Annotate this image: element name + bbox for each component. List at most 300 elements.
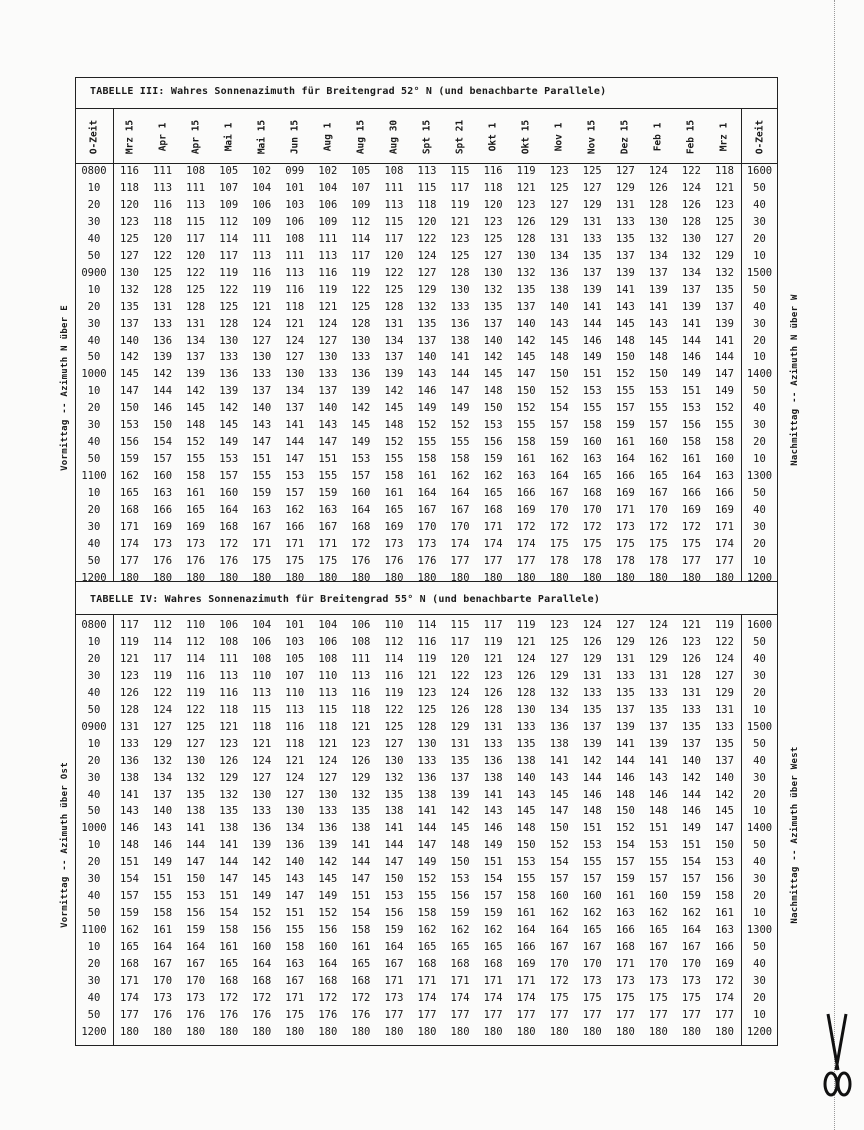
azimuth-cell: 117	[186, 232, 206, 245]
azimuth-cell: 177	[417, 1008, 437, 1021]
azimuth-cell: 106	[318, 635, 338, 648]
azimuth-cell: 116	[219, 686, 239, 699]
azimuth-cell: 149	[417, 402, 437, 415]
azimuth-cell: 157	[648, 419, 668, 432]
azimuth-cell: 153	[714, 856, 734, 869]
azimuth-cell: 132	[417, 300, 437, 313]
azimuth-cell: 122	[450, 669, 470, 682]
azimuth-cell: 115	[450, 165, 470, 177]
azimuth-cell: 123	[549, 165, 569, 177]
azimuth-cell: 130	[318, 351, 338, 364]
azimuth-cell: 148	[483, 385, 503, 398]
azimuth-cell: 134	[153, 771, 173, 784]
am-time-cell: 0900	[81, 720, 107, 733]
azimuth-cell: 139	[153, 351, 173, 364]
pm-time-cell: 1600	[746, 619, 773, 631]
header-date	[245, 110, 278, 164]
azimuth-cell: 116	[186, 669, 206, 682]
azimuth-cell: 133	[582, 686, 602, 699]
azimuth-cell: 135	[516, 283, 536, 296]
azimuth-cell: 174	[714, 991, 734, 1004]
azimuth-cell: 136	[549, 720, 569, 733]
azimuth-cell: 113	[252, 686, 272, 699]
azimuth-cell: 121	[714, 181, 734, 194]
azimuth-cell: 146	[582, 788, 602, 801]
azimuth-cell: 147	[450, 385, 470, 398]
am-time-cell: 10	[87, 283, 101, 296]
azimuth-cell: 169	[153, 520, 173, 533]
azimuth-cell: 131	[120, 720, 139, 733]
header-label: Aug 30	[388, 119, 400, 155]
azimuth-cell: 130	[516, 249, 536, 262]
azimuth-cell: 153	[483, 419, 503, 432]
azimuth-cell: 180	[417, 571, 437, 584]
azimuth-cell: 176	[384, 554, 404, 567]
azimuth-cell: 137	[516, 300, 536, 313]
azimuth-cell: 150	[714, 839, 734, 852]
pm-time-cell: 40	[753, 856, 766, 869]
azimuth-cell: 139	[582, 283, 602, 296]
azimuth-cell: 175	[615, 537, 635, 550]
azimuth-cell: 120	[384, 249, 404, 262]
azimuth-cell: 175	[648, 991, 668, 1004]
azimuth-cell: 132	[186, 771, 206, 784]
azimuth-cell: 143	[516, 788, 536, 801]
azimuth-cell: 175	[681, 991, 701, 1004]
azimuth-cell: 128	[516, 686, 536, 699]
azimuth-cell: 167	[252, 520, 272, 533]
azimuth-cell: 149	[450, 402, 470, 415]
azimuth-cell: 138	[450, 334, 470, 347]
azimuth-cell: 125	[186, 283, 206, 296]
azimuth-cell: 161	[615, 890, 635, 903]
azimuth-cell: 173	[153, 537, 173, 550]
header-label: Mai 15	[256, 119, 268, 155]
azimuth-cell: 121	[120, 652, 139, 665]
azimuth-cell: 165	[219, 958, 239, 970]
azimuth-cell: 170	[582, 958, 602, 970]
azimuth-cell: 161	[714, 907, 734, 920]
azimuth-cell: 177	[516, 1008, 536, 1021]
azimuth-cell: 168	[120, 958, 139, 970]
azimuth-cell: 115	[450, 619, 470, 631]
azimuth-cell: 158	[153, 907, 173, 920]
azimuth-cell: 116	[384, 669, 404, 682]
azimuth-cell: 141	[186, 822, 206, 835]
azimuth-cell: 177	[681, 1008, 701, 1021]
azimuth-cell: 131	[648, 669, 668, 682]
azimuth-cell: 123	[549, 619, 569, 631]
azimuth-cell: 162	[450, 924, 470, 937]
azimuth-cell: 121	[681, 619, 701, 631]
azimuth-cell: 166	[615, 470, 635, 483]
header-date	[377, 110, 410, 164]
pm-time-cell: 20	[753, 436, 766, 449]
azimuth-cell: 131	[582, 215, 602, 228]
azimuth-cell: 106	[318, 198, 338, 211]
azimuth-cell: 152	[318, 907, 338, 920]
azimuth-cell: 180	[648, 1025, 668, 1038]
azimuth-cell: 163	[714, 924, 734, 937]
azimuth-cell: 151	[153, 873, 173, 886]
azimuth-cell: 145	[219, 419, 239, 432]
azimuth-cell: 113	[219, 669, 239, 682]
pm-time-cell: 40	[753, 402, 766, 415]
azimuth-cell: 135	[120, 300, 139, 313]
azimuth-cell: 119	[120, 635, 139, 648]
azimuth-cell: 175	[285, 554, 305, 567]
azimuth-cell: 114	[351, 232, 371, 245]
azimuth-cell: 106	[252, 635, 272, 648]
pm-time-cell: 50	[753, 385, 766, 398]
cut-line	[834, 0, 835, 1130]
azimuth-cell: 153	[285, 470, 305, 483]
azimuth-cell: 180	[384, 571, 404, 584]
am-time-cell: 10	[87, 635, 101, 648]
azimuth-cell: 141	[483, 788, 503, 801]
azimuth-cell: 127	[120, 249, 139, 262]
azimuth-cell: 117	[351, 249, 371, 262]
azimuth-cell: 158	[384, 470, 404, 483]
azimuth-cell: 119	[714, 619, 734, 631]
azimuth-cell: 148	[450, 839, 470, 852]
azimuth-cell: 135	[219, 805, 239, 818]
azimuth-cell: 113	[417, 165, 437, 177]
azimuth-cell: 150	[384, 873, 404, 886]
azimuth-cell: 171	[483, 520, 503, 533]
azimuth-cell: 141	[285, 419, 305, 432]
am-time-cell: 10	[87, 941, 101, 954]
azimuth-cell: 119	[417, 652, 437, 665]
azimuth-cell: 136	[417, 771, 437, 784]
azimuth-cell: 169	[714, 958, 734, 970]
azimuth-cell: 129	[549, 669, 569, 682]
azimuth-cell: 171	[516, 974, 536, 987]
header-pm-time	[741, 110, 778, 164]
azimuth-cell: 151	[648, 822, 668, 835]
azimuth-cell: 159	[120, 453, 139, 466]
azimuth-cell: 180	[516, 571, 536, 584]
azimuth-cell: 135	[450, 754, 470, 767]
azimuth-cell: 134	[681, 266, 701, 279]
azimuth-cell: 167	[582, 941, 602, 954]
azimuth-cell: 147	[714, 368, 734, 381]
header-label: Aug 15	[355, 119, 367, 155]
azimuth-cell: 161	[384, 487, 404, 500]
azimuth-cell: 142	[714, 788, 734, 801]
azimuth-cell: 152	[450, 419, 470, 432]
azimuth-cell: 132	[483, 283, 503, 296]
azimuth-cell: 180	[417, 1025, 437, 1038]
azimuth-cell: 128	[384, 300, 404, 313]
azimuth-cell: 142	[153, 368, 173, 381]
azimuth-cell: 118	[417, 198, 437, 211]
azimuth-cell: 180	[153, 571, 173, 584]
azimuth-cell: 143	[318, 419, 338, 432]
azimuth-cell: 171	[252, 537, 272, 550]
azimuth-cell: 164	[219, 504, 239, 516]
azimuth-cell: 147	[318, 436, 338, 449]
azimuth-cell: 178	[582, 554, 602, 567]
azimuth-cell: 158	[516, 890, 536, 903]
azimuth-cell: 130	[219, 334, 239, 347]
azimuth-cell: 129	[714, 249, 734, 262]
azimuth-cell: 125	[450, 249, 470, 262]
azimuth-cell: 178	[648, 554, 668, 567]
am-time-cell: 40	[87, 436, 101, 449]
title-rule	[75, 108, 778, 109]
azimuth-cell: 133	[153, 317, 173, 330]
azimuth-cell: 157	[285, 487, 305, 500]
azimuth-cell: 159	[186, 924, 206, 937]
azimuth-cell: 104	[252, 619, 272, 631]
azimuth-cell: 134	[648, 249, 668, 262]
azimuth-cell: 123	[483, 669, 503, 682]
azimuth-cell: 158	[714, 436, 734, 449]
azimuth-cell: 149	[318, 890, 338, 903]
azimuth-cell: 150	[549, 822, 569, 835]
azimuth-cell: 116	[483, 165, 503, 177]
azimuth-cell: 149	[252, 890, 272, 903]
azimuth-cell: 126	[648, 635, 668, 648]
pm-time-cell: 30	[753, 974, 766, 987]
header-label: Dez 15	[619, 119, 631, 155]
azimuth-cell: 130	[120, 266, 139, 279]
am-time-cell: 30	[87, 419, 101, 432]
azimuth-cell: 171	[120, 974, 139, 987]
azimuth-cell: 164	[417, 487, 437, 500]
header-date	[410, 110, 443, 164]
azimuth-cell: 122	[384, 266, 404, 279]
azimuth-cell: 172	[648, 520, 668, 533]
azimuth-cell: 127	[714, 669, 734, 682]
am-time-cell: 30	[87, 520, 101, 533]
azimuth-cell: 114	[153, 635, 173, 648]
azimuth-cell: 105	[285, 652, 305, 665]
azimuth-cell: 117	[384, 232, 404, 245]
azimuth-cell: 149	[681, 368, 701, 381]
azimuth-cell: 127	[549, 652, 569, 665]
azimuth-cell: 139	[615, 266, 635, 279]
azimuth-cell: 117	[450, 635, 470, 648]
azimuth-cell: 122	[714, 635, 734, 648]
azimuth-cell: 165	[648, 924, 668, 937]
azimuth-cell: 113	[351, 669, 371, 682]
pm-time-cell: 50	[753, 635, 766, 648]
azimuth-cell: 144	[153, 385, 173, 398]
azimuth-cell: 107	[219, 181, 239, 194]
azimuth-cell: 137	[714, 300, 734, 313]
azimuth-cell: 159	[318, 487, 338, 500]
am-time-cell: 20	[87, 198, 101, 211]
azimuth-cell: 138	[417, 788, 437, 801]
azimuth-cell: 138	[516, 754, 536, 767]
azimuth-cell: 109	[318, 215, 338, 228]
azimuth-cell: 114	[384, 652, 404, 665]
azimuth-cell: 150	[483, 402, 503, 415]
azimuth-cell: 163	[582, 453, 602, 466]
pm-time-cell: 1600	[746, 165, 773, 177]
am-time-cell: 30	[87, 771, 101, 784]
azimuth-cell: 117	[120, 619, 139, 631]
azimuth-cell: 167	[648, 487, 668, 500]
azimuth-cell: 142	[681, 771, 701, 784]
azimuth-cell: 168	[252, 974, 272, 987]
azimuth-cell: 170	[582, 504, 602, 516]
azimuth-cell: 144	[681, 334, 701, 347]
azimuth-cell: 155	[516, 419, 536, 432]
azimuth-cell: 146	[417, 385, 437, 398]
header-label: Feb 1	[652, 122, 664, 152]
azimuth-cell: 129	[615, 181, 635, 194]
azimuth-cell: 123	[219, 737, 239, 750]
am-time-cell: 1100	[81, 470, 107, 483]
azimuth-cell: 154	[351, 907, 371, 920]
azimuth-cell: 149	[417, 856, 437, 869]
azimuth-cell: 161	[186, 487, 206, 500]
azimuth-cell: 133	[252, 368, 272, 381]
azimuth-cell: 149	[483, 839, 503, 852]
azimuth-cell: 135	[582, 703, 602, 716]
azimuth-cell: 135	[714, 737, 734, 750]
azimuth-cell: 142	[120, 351, 139, 364]
azimuth-cell: 124	[516, 652, 536, 665]
azimuth-cell: 130	[252, 351, 272, 364]
azimuth-cell: 122	[681, 165, 701, 177]
azimuth-cell: 153	[450, 873, 470, 886]
azimuth-cell: 154	[549, 856, 569, 869]
azimuth-cell: 155	[450, 436, 470, 449]
azimuth-cell: 133	[120, 737, 139, 750]
azimuth-cell: 174	[516, 991, 536, 1004]
azimuth-cell: 141	[582, 300, 602, 313]
azimuth-cell: 146	[648, 788, 668, 801]
azimuth-cell: 133	[318, 805, 338, 818]
azimuth-cell: 175	[648, 537, 668, 550]
azimuth-cell: 134	[186, 334, 206, 347]
azimuth-cell: 156	[714, 873, 734, 886]
azimuth-cell: 142	[483, 351, 503, 364]
azimuth-cell: 165	[417, 941, 437, 954]
azimuth-cell: 177	[681, 554, 701, 567]
am-time-cell: 10	[87, 385, 101, 398]
pm-time-cell: 10	[753, 703, 766, 716]
azimuth-cell: 165	[483, 487, 503, 500]
header-date	[576, 110, 609, 164]
azimuth-cell: 133	[252, 805, 272, 818]
azimuth-cell: 135	[648, 703, 668, 716]
azimuth-cell: 180	[153, 1025, 173, 1038]
azimuth-cell: 118	[285, 300, 305, 313]
azimuth-cell: 152	[417, 873, 437, 886]
azimuth-cell: 136	[351, 368, 371, 381]
header-date	[212, 110, 245, 164]
azimuth-cell: 155	[252, 470, 272, 483]
azimuth-cell: 177	[714, 554, 734, 567]
azimuth-cell: 180	[285, 1025, 305, 1038]
azimuth-cell: 140	[549, 300, 569, 313]
azimuth-cell: 116	[318, 266, 338, 279]
azimuth-cell: 171	[417, 974, 437, 987]
azimuth-cell: 158	[351, 924, 371, 937]
azimuth-cell: 129	[153, 737, 173, 750]
azimuth-cell: 180	[351, 571, 371, 584]
azimuth-cell: 180	[615, 1025, 635, 1038]
azimuth-cell: 108	[285, 232, 305, 245]
azimuth-cell: 123	[120, 669, 139, 682]
azimuth-cell: 135	[384, 788, 404, 801]
azimuth-cell: 176	[417, 554, 437, 567]
azimuth-cell: 127	[582, 181, 602, 194]
azimuth-cell: 136	[219, 368, 239, 381]
header-label: Apr 15	[190, 119, 202, 155]
pm-time-cell: 40	[753, 504, 766, 516]
header-date	[444, 110, 477, 164]
azimuth-cell: 155	[582, 402, 602, 415]
azimuth-cell: 120	[450, 652, 470, 665]
azimuth-cell: 162	[549, 453, 569, 466]
pm-time-cell: 10	[753, 351, 766, 364]
azimuth-cell: 177	[120, 1008, 139, 1021]
azimuth-cell: 159	[483, 907, 503, 920]
azimuth-cell: 127	[549, 198, 569, 211]
azimuth-cell: 147	[351, 873, 371, 886]
azimuth-cell: 162	[681, 907, 701, 920]
pm-time-cell: 1200	[746, 1025, 773, 1038]
azimuth-cell: 169	[516, 504, 536, 516]
azimuth-cell: 147	[714, 822, 734, 835]
azimuth-cell: 108	[186, 165, 206, 177]
azimuth-cell: 165	[186, 504, 206, 516]
table3-title: TABELLE III: Wahres Sonnenazimuth für Breitengrad 52° N (und benachbarte Parallele)	[90, 86, 607, 97]
table4-left-label: Vormittag -- Azimuth über Ost	[60, 762, 70, 928]
azimuth-cell: 167	[186, 958, 206, 970]
azimuth-cell: 180	[681, 571, 701, 584]
azimuth-cell: 127	[615, 619, 635, 631]
azimuth-cell: 123	[681, 635, 701, 648]
azimuth-cell: 167	[681, 941, 701, 954]
azimuth-cell: 166	[516, 941, 536, 954]
azimuth-cell: 156	[450, 890, 470, 903]
azimuth-cell: 117	[483, 619, 503, 631]
am-time-cell: 30	[87, 974, 101, 987]
azimuth-cell: 141	[417, 805, 437, 818]
azimuth-cell: 176	[186, 554, 206, 567]
azimuth-cell: 171	[615, 958, 635, 970]
azimuth-cell: 151	[351, 890, 371, 903]
azimuth-cell: 139	[351, 385, 371, 398]
azimuth-cell: 143	[483, 805, 503, 818]
azimuth-cell: 146	[483, 822, 503, 835]
azimuth-cell: 128	[186, 300, 206, 313]
azimuth-cell: 109	[219, 198, 239, 211]
azimuth-cell: 177	[120, 554, 139, 567]
azimuth-cell: 138	[483, 771, 503, 784]
azimuth-cell: 145	[549, 788, 569, 801]
azimuth-cell: 140	[417, 351, 437, 364]
azimuth-cell: 164	[549, 924, 569, 937]
azimuth-cell: 127	[318, 771, 338, 784]
azimuth-cell: 165	[483, 941, 503, 954]
azimuth-cell: 164	[681, 470, 701, 483]
azimuth-cell: 117	[153, 652, 173, 665]
azimuth-cell: 136	[450, 317, 470, 330]
azimuth-cell: 146	[681, 805, 701, 818]
azimuth-cell: 138	[219, 822, 239, 835]
azimuth-cell: 106	[351, 619, 371, 631]
azimuth-cell: 130	[285, 805, 305, 818]
azimuth-cell: 167	[153, 958, 173, 970]
